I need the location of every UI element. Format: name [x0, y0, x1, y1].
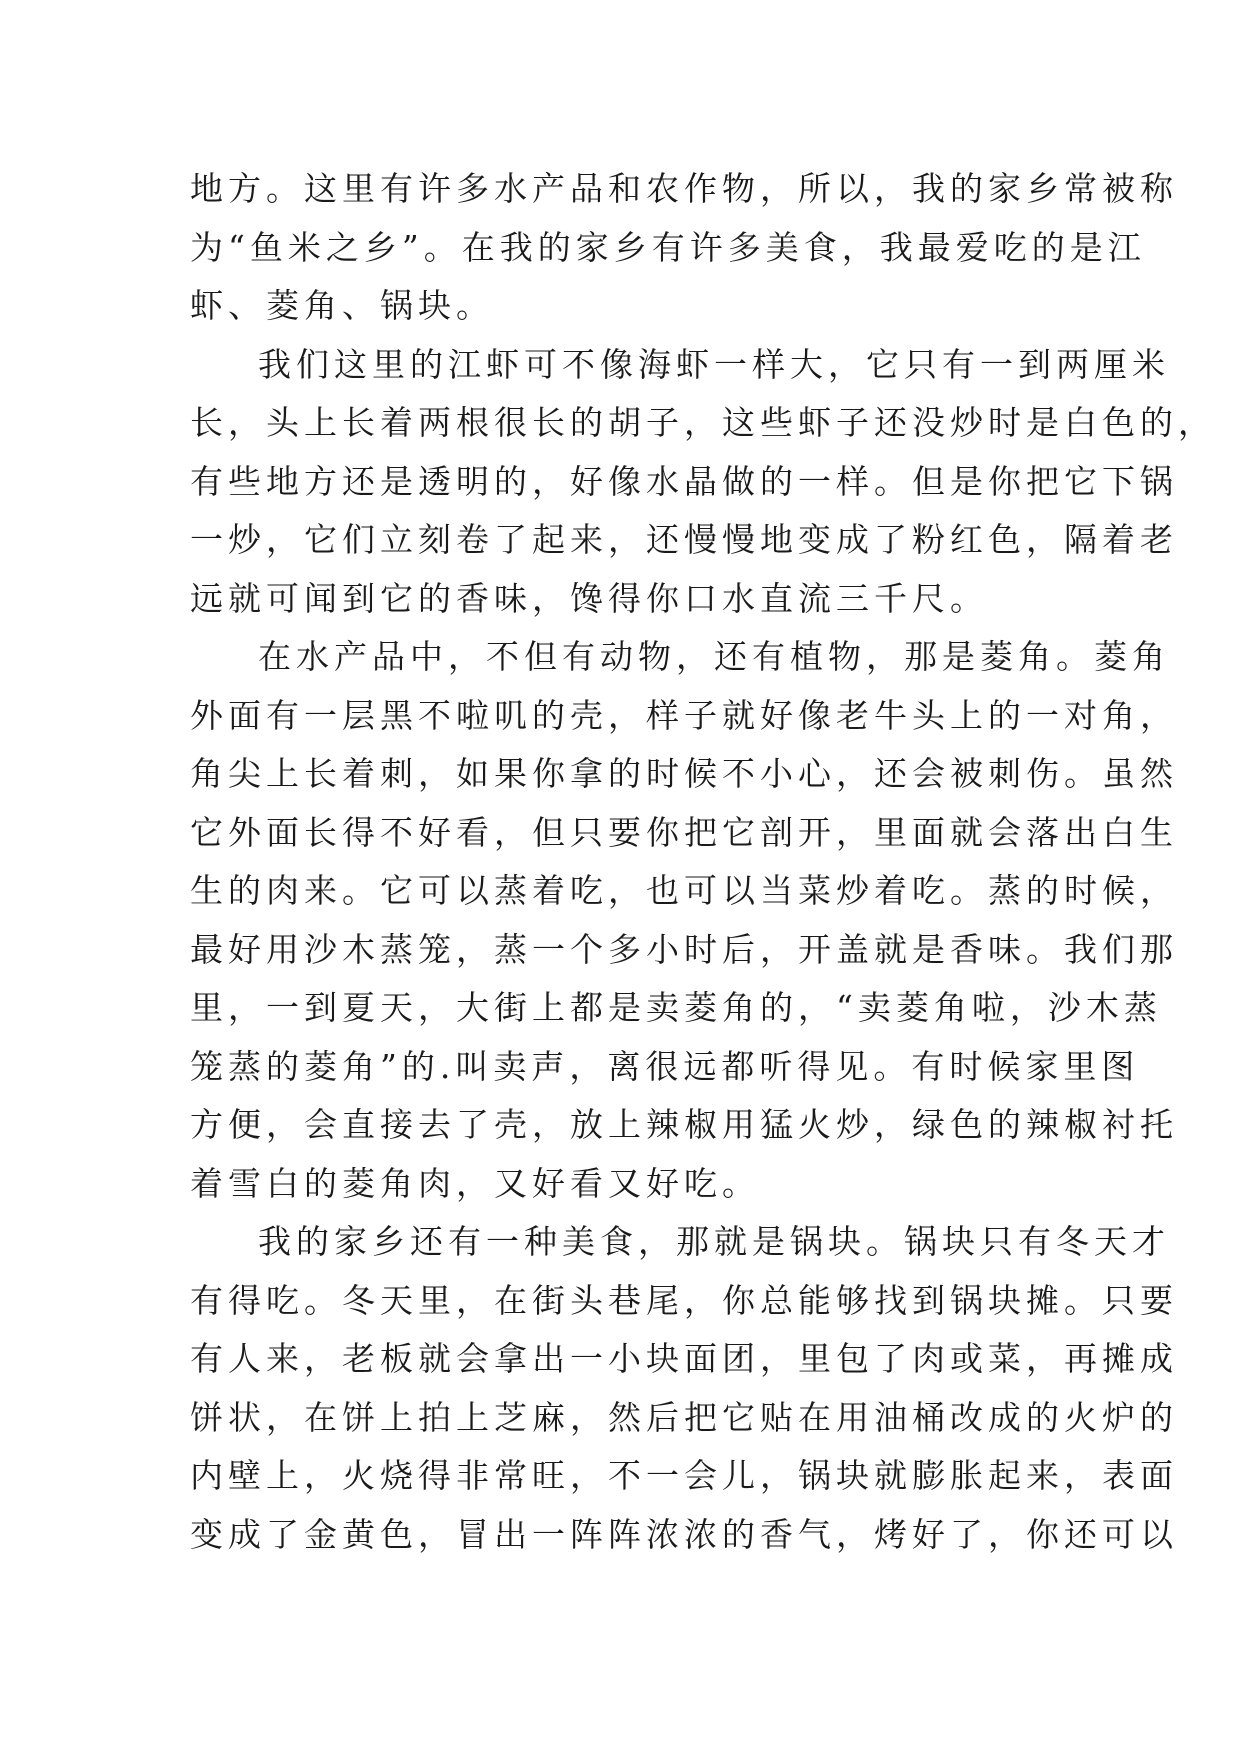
text-line: 为“鱼米之乡”。在我的家乡有许多美食，我最爱吃的是江	[190, 227, 1146, 267]
text-line: 方便，会直接去了壳，放上辣椒用猛火炒，绿色的辣椒衬托	[190, 1105, 1178, 1144]
text-line: 有得吃。冬天里，在街头巷尾，你总能够找到锅块摊。只要	[190, 1280, 1178, 1320]
essay-body	[190, 160, 1216, 1564]
text-line: 饼状，在饼上拍上芝麻，然后把它贴在用油桶改成的火炉的	[190, 1397, 1178, 1437]
text-line: 我的家乡还有一种美食，那就是锅块。锅块只有冬天才	[258, 1222, 1170, 1261]
text-line: 生的肉来。它可以蒸着吃，也可以当菜炒着吃。蒸的时候，	[190, 871, 1178, 910]
text-line: 地方。这里有许多水产品和农作物，所以，我的家乡常被称	[190, 169, 1178, 208]
paragraph-3	[190, 628, 1178, 1213]
text-line: 我们这里的江虾可不像海虾一样大，它只有一到两厘米	[258, 344, 1170, 384]
text-line: 长，头上长着两根很长的胡子，这些虾子还没炒时是白色的，	[190, 403, 1216, 442]
text-line: 最好用沙木蒸笼，蒸一个多小时后，开盖就是香味。我们那	[190, 929, 1178, 969]
text-line: 虾、菱角、锅块。	[190, 286, 494, 325]
text-line: 笼蒸的菱角”的.叫卖声，离很远都听得见。有时候家里图	[190, 1046, 1140, 1086]
text-line: 里，一到夏天，大街上都是卖菱角的，“卖菱角啦，沙木蒸	[190, 988, 1162, 1027]
paragraph-2	[190, 336, 1216, 629]
text-line: 着雪白的菱角肉，又好看又好吃。	[190, 1163, 760, 1203]
text-line: 外面有一层黑不啦叽的壳，样子就好像老牛头上的一对角，	[190, 695, 1178, 735]
text-line: 内壁上，火烧得非常旺，不一会儿，锅块就膨胀起来，表面	[190, 1456, 1178, 1495]
paragraph-1	[190, 160, 1178, 336]
text-line: 在水产品中，不但有动物，还有植物，那是菱角。菱角	[258, 637, 1170, 676]
text-line: 有人来，老板就会拿出一小块面团，里包了肉或菜，再摊成	[190, 1339, 1178, 1378]
text-line: 一炒，它们立刻卷了起来，还慢慢地变成了粉红色，隔着老	[190, 520, 1178, 559]
text-line: 有些地方还是透明的，好像水晶做的一样。但是你把它下锅	[190, 461, 1178, 501]
paragraph-4	[190, 1213, 1178, 1564]
text-line: 远就可闻到它的香味，馋得你口水直流三千尺。	[190, 578, 988, 618]
text-line: 角尖上长着刺，如果你拿的时候不小心，还会被刺伤。虽然	[190, 754, 1178, 793]
text-line: 它外面长得不好看，但只要你把它剖开，里面就会落出白生	[190, 812, 1178, 852]
text-line: 变成了金黄色，冒出一阵阵浓浓的香气，烤好了，你还可以	[190, 1514, 1178, 1554]
